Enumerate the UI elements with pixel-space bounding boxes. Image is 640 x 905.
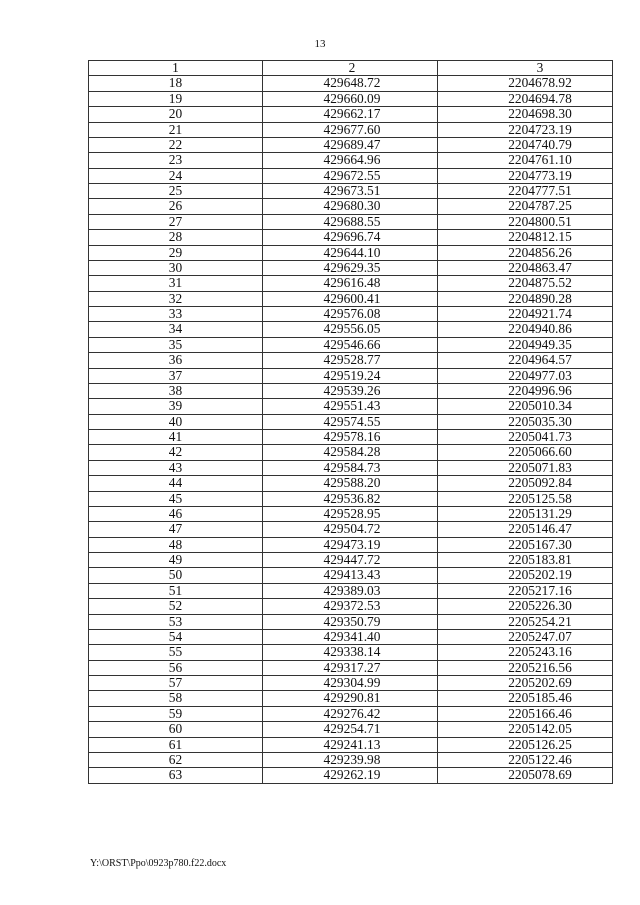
table-row xyxy=(89,722,613,737)
point-number-cell: 55 xyxy=(89,645,263,660)
point-number-cell: 19 xyxy=(89,91,263,106)
table-row xyxy=(89,476,613,491)
point-number-cell: 36 xyxy=(89,353,263,368)
point-number-cell: 35 xyxy=(89,337,263,352)
x-coordinate-cell: 429528.77 xyxy=(263,353,438,368)
x-coordinate-cell: 429528.95 xyxy=(263,506,438,521)
y-coordinate-cell: 2204800.51 xyxy=(438,214,613,229)
y-coordinate-cell: 2205146.47 xyxy=(438,522,613,537)
table-row xyxy=(89,184,613,199)
point-number-cell: 28 xyxy=(89,230,263,245)
point-number-cell: 22 xyxy=(89,137,263,152)
table-row xyxy=(89,91,613,106)
y-coordinate-cell: 2205254.21 xyxy=(438,614,613,629)
x-coordinate-cell: 429551.43 xyxy=(263,399,438,414)
table-row xyxy=(89,307,613,322)
y-coordinate-cell: 2205243.16 xyxy=(438,645,613,660)
y-coordinate-cell: 2205226.30 xyxy=(438,599,613,614)
x-coordinate-cell: 429588.20 xyxy=(263,476,438,491)
y-coordinate-cell: 2204787.25 xyxy=(438,199,613,214)
table-row xyxy=(89,322,613,337)
table-row xyxy=(89,214,613,229)
x-coordinate-cell: 429680.30 xyxy=(263,199,438,214)
x-coordinate-cell: 429290.81 xyxy=(263,691,438,706)
table-header-row xyxy=(89,61,613,76)
point-number-cell: 25 xyxy=(89,184,263,199)
x-coordinate-cell: 429696.74 xyxy=(263,230,438,245)
table-row xyxy=(89,276,613,291)
x-coordinate-cell: 429473.19 xyxy=(263,537,438,552)
table-row xyxy=(89,537,613,552)
y-coordinate-cell: 2204694.78 xyxy=(438,91,613,106)
footer-file-path: Y:\ORST\Ppo\0923p780.f22.docx xyxy=(90,858,227,869)
table-row xyxy=(89,445,613,460)
y-coordinate-cell: 2204773.19 xyxy=(438,168,613,183)
table-row xyxy=(89,768,613,783)
table-row xyxy=(89,645,613,660)
x-coordinate-cell: 429664.96 xyxy=(263,153,438,168)
table-row xyxy=(89,614,613,629)
point-number-cell: 31 xyxy=(89,276,263,291)
y-coordinate-cell: 2204875.52 xyxy=(438,276,613,291)
point-number-cell: 48 xyxy=(89,537,263,552)
point-number-cell: 40 xyxy=(89,414,263,429)
y-coordinate-cell: 2205092.84 xyxy=(438,476,613,491)
y-coordinate-cell: 2205125.58 xyxy=(438,491,613,506)
x-coordinate-cell: 429673.51 xyxy=(263,184,438,199)
y-coordinate-cell: 2204678.92 xyxy=(438,76,613,91)
y-coordinate-cell: 2204723.19 xyxy=(438,122,613,137)
point-number-cell: 58 xyxy=(89,691,263,706)
y-coordinate-cell: 2205010.34 xyxy=(438,399,613,414)
point-number-cell: 33 xyxy=(89,307,263,322)
y-coordinate-cell: 2204996.96 xyxy=(438,383,613,398)
x-coordinate-cell: 429689.47 xyxy=(263,137,438,152)
point-number-cell: 27 xyxy=(89,214,263,229)
point-number-cell: 50 xyxy=(89,568,263,583)
point-number-cell: 26 xyxy=(89,199,263,214)
point-number-cell: 51 xyxy=(89,583,263,598)
table-row xyxy=(89,553,613,568)
x-coordinate-cell: 429317.27 xyxy=(263,660,438,675)
y-coordinate-cell: 2204856.26 xyxy=(438,245,613,260)
y-coordinate-cell: 2205185.46 xyxy=(438,691,613,706)
table-row xyxy=(89,737,613,752)
table-row xyxy=(89,245,613,260)
x-coordinate-cell: 429519.24 xyxy=(263,368,438,383)
table-row xyxy=(89,752,613,767)
y-coordinate-cell: 2204761.10 xyxy=(438,153,613,168)
y-coordinate-cell: 2205122.46 xyxy=(438,752,613,767)
table-row xyxy=(89,199,613,214)
x-coordinate-cell: 429660.09 xyxy=(263,91,438,106)
point-number-cell: 43 xyxy=(89,460,263,475)
x-coordinate-cell: 429413.43 xyxy=(263,568,438,583)
point-number-cell: 30 xyxy=(89,260,263,275)
y-coordinate-cell: 2205216.56 xyxy=(438,660,613,675)
x-coordinate-cell: 429556.05 xyxy=(263,322,438,337)
x-coordinate-cell: 429276.42 xyxy=(263,706,438,721)
x-coordinate-cell: 429644.10 xyxy=(263,245,438,260)
x-coordinate-cell: 429574.55 xyxy=(263,414,438,429)
table-row xyxy=(89,660,613,675)
table-row xyxy=(89,399,613,414)
x-coordinate-cell: 429546.66 xyxy=(263,337,438,352)
y-coordinate-cell: 2204740.79 xyxy=(438,137,613,152)
x-coordinate-cell: 429648.72 xyxy=(263,76,438,91)
table-row xyxy=(89,430,613,445)
y-coordinate-cell: 2204964.57 xyxy=(438,353,613,368)
column-header-1: 1 xyxy=(89,61,263,76)
point-number-cell: 54 xyxy=(89,629,263,644)
x-coordinate-cell: 429241.13 xyxy=(263,737,438,752)
point-number-cell: 56 xyxy=(89,660,263,675)
x-coordinate-cell: 429304.99 xyxy=(263,676,438,691)
x-coordinate-cell: 429254.71 xyxy=(263,722,438,737)
table-row xyxy=(89,168,613,183)
point-number-cell: 45 xyxy=(89,491,263,506)
point-number-cell: 29 xyxy=(89,245,263,260)
point-number-cell: 34 xyxy=(89,322,263,337)
x-coordinate-cell: 429504.72 xyxy=(263,522,438,537)
table-row xyxy=(89,491,613,506)
x-coordinate-cell: 429536.82 xyxy=(263,491,438,506)
y-coordinate-cell: 2205131.29 xyxy=(438,506,613,521)
y-coordinate-cell: 2205041.73 xyxy=(438,430,613,445)
point-number-cell: 21 xyxy=(89,122,263,137)
y-coordinate-cell: 2204863.47 xyxy=(438,260,613,275)
point-number-cell: 46 xyxy=(89,506,263,521)
x-coordinate-cell: 429629.35 xyxy=(263,260,438,275)
table-row xyxy=(89,414,613,429)
column-header-3: 3 xyxy=(438,61,613,76)
table-row xyxy=(89,337,613,352)
point-number-cell: 60 xyxy=(89,722,263,737)
x-coordinate-cell: 429600.41 xyxy=(263,291,438,306)
x-coordinate-cell: 429350.79 xyxy=(263,614,438,629)
y-coordinate-cell: 2205202.19 xyxy=(438,568,613,583)
table-row xyxy=(89,260,613,275)
point-number-cell: 62 xyxy=(89,752,263,767)
x-coordinate-cell: 429262.19 xyxy=(263,768,438,783)
table-row xyxy=(89,153,613,168)
x-coordinate-cell: 429389.03 xyxy=(263,583,438,598)
point-number-cell: 37 xyxy=(89,368,263,383)
y-coordinate-cell: 2205078.69 xyxy=(438,768,613,783)
table-row xyxy=(89,599,613,614)
coordinates-table-body xyxy=(89,61,613,784)
x-coordinate-cell: 429688.55 xyxy=(263,214,438,229)
y-coordinate-cell: 2204890.28 xyxy=(438,291,613,306)
y-coordinate-cell: 2204812.15 xyxy=(438,230,613,245)
table-row xyxy=(89,122,613,137)
column-header-2: 2 xyxy=(263,61,438,76)
table-row xyxy=(89,230,613,245)
point-number-cell: 32 xyxy=(89,291,263,306)
point-number-cell: 52 xyxy=(89,599,263,614)
x-coordinate-cell: 429672.55 xyxy=(263,168,438,183)
x-coordinate-cell: 429677.60 xyxy=(263,122,438,137)
coordinates-table xyxy=(88,60,613,784)
table-row xyxy=(89,506,613,521)
point-number-cell: 38 xyxy=(89,383,263,398)
point-number-cell: 42 xyxy=(89,445,263,460)
y-coordinate-cell: 2205217.16 xyxy=(438,583,613,598)
table-row xyxy=(89,368,613,383)
y-coordinate-cell: 2204977.03 xyxy=(438,368,613,383)
y-coordinate-cell: 2204698.30 xyxy=(438,107,613,122)
table-row xyxy=(89,629,613,644)
x-coordinate-cell: 429576.08 xyxy=(263,307,438,322)
y-coordinate-cell: 2205066.60 xyxy=(438,445,613,460)
point-number-cell: 49 xyxy=(89,553,263,568)
point-number-cell: 18 xyxy=(89,76,263,91)
table-row xyxy=(89,676,613,691)
point-number-cell: 20 xyxy=(89,107,263,122)
x-coordinate-cell: 429539.26 xyxy=(263,383,438,398)
table-row xyxy=(89,291,613,306)
x-coordinate-cell: 429584.73 xyxy=(263,460,438,475)
point-number-cell: 47 xyxy=(89,522,263,537)
x-coordinate-cell: 429341.40 xyxy=(263,629,438,644)
table-row xyxy=(89,107,613,122)
x-coordinate-cell: 429447.72 xyxy=(263,553,438,568)
point-number-cell: 59 xyxy=(89,706,263,721)
y-coordinate-cell: 2204777.51 xyxy=(438,184,613,199)
point-number-cell: 24 xyxy=(89,168,263,183)
x-coordinate-cell: 429239.98 xyxy=(263,752,438,767)
point-number-cell: 63 xyxy=(89,768,263,783)
point-number-cell: 53 xyxy=(89,614,263,629)
y-coordinate-cell: 2204940.86 xyxy=(438,322,613,337)
y-coordinate-cell: 2205183.81 xyxy=(438,553,613,568)
x-coordinate-cell: 429616.48 xyxy=(263,276,438,291)
y-coordinate-cell: 2205247.07 xyxy=(438,629,613,644)
table-row xyxy=(89,691,613,706)
table-row xyxy=(89,568,613,583)
point-number-cell: 57 xyxy=(89,676,263,691)
table-row xyxy=(89,383,613,398)
y-coordinate-cell: 2205126.25 xyxy=(438,737,613,752)
y-coordinate-cell: 2205167.30 xyxy=(438,537,613,552)
table-row xyxy=(89,137,613,152)
y-coordinate-cell: 2204921.74 xyxy=(438,307,613,322)
table-row xyxy=(89,522,613,537)
y-coordinate-cell: 2205202.69 xyxy=(438,676,613,691)
x-coordinate-cell: 429372.53 xyxy=(263,599,438,614)
table-row xyxy=(89,583,613,598)
page-number: 13 xyxy=(314,38,326,50)
y-coordinate-cell: 2205166.46 xyxy=(438,706,613,721)
y-coordinate-cell: 2205142.05 xyxy=(438,722,613,737)
point-number-cell: 44 xyxy=(89,476,263,491)
y-coordinate-cell: 2205035.30 xyxy=(438,414,613,429)
table-row xyxy=(89,706,613,721)
point-number-cell: 39 xyxy=(89,399,263,414)
x-coordinate-cell: 429662.17 xyxy=(263,107,438,122)
x-coordinate-cell: 429338.14 xyxy=(263,645,438,660)
table-row xyxy=(89,460,613,475)
point-number-cell: 61 xyxy=(89,737,263,752)
y-coordinate-cell: 2204949.35 xyxy=(438,337,613,352)
point-number-cell: 41 xyxy=(89,430,263,445)
x-coordinate-cell: 429578.16 xyxy=(263,430,438,445)
point-number-cell: 23 xyxy=(89,153,263,168)
x-coordinate-cell: 429584.28 xyxy=(263,445,438,460)
table-row xyxy=(89,353,613,368)
table-row xyxy=(89,76,613,91)
y-coordinate-cell: 2205071.83 xyxy=(438,460,613,475)
